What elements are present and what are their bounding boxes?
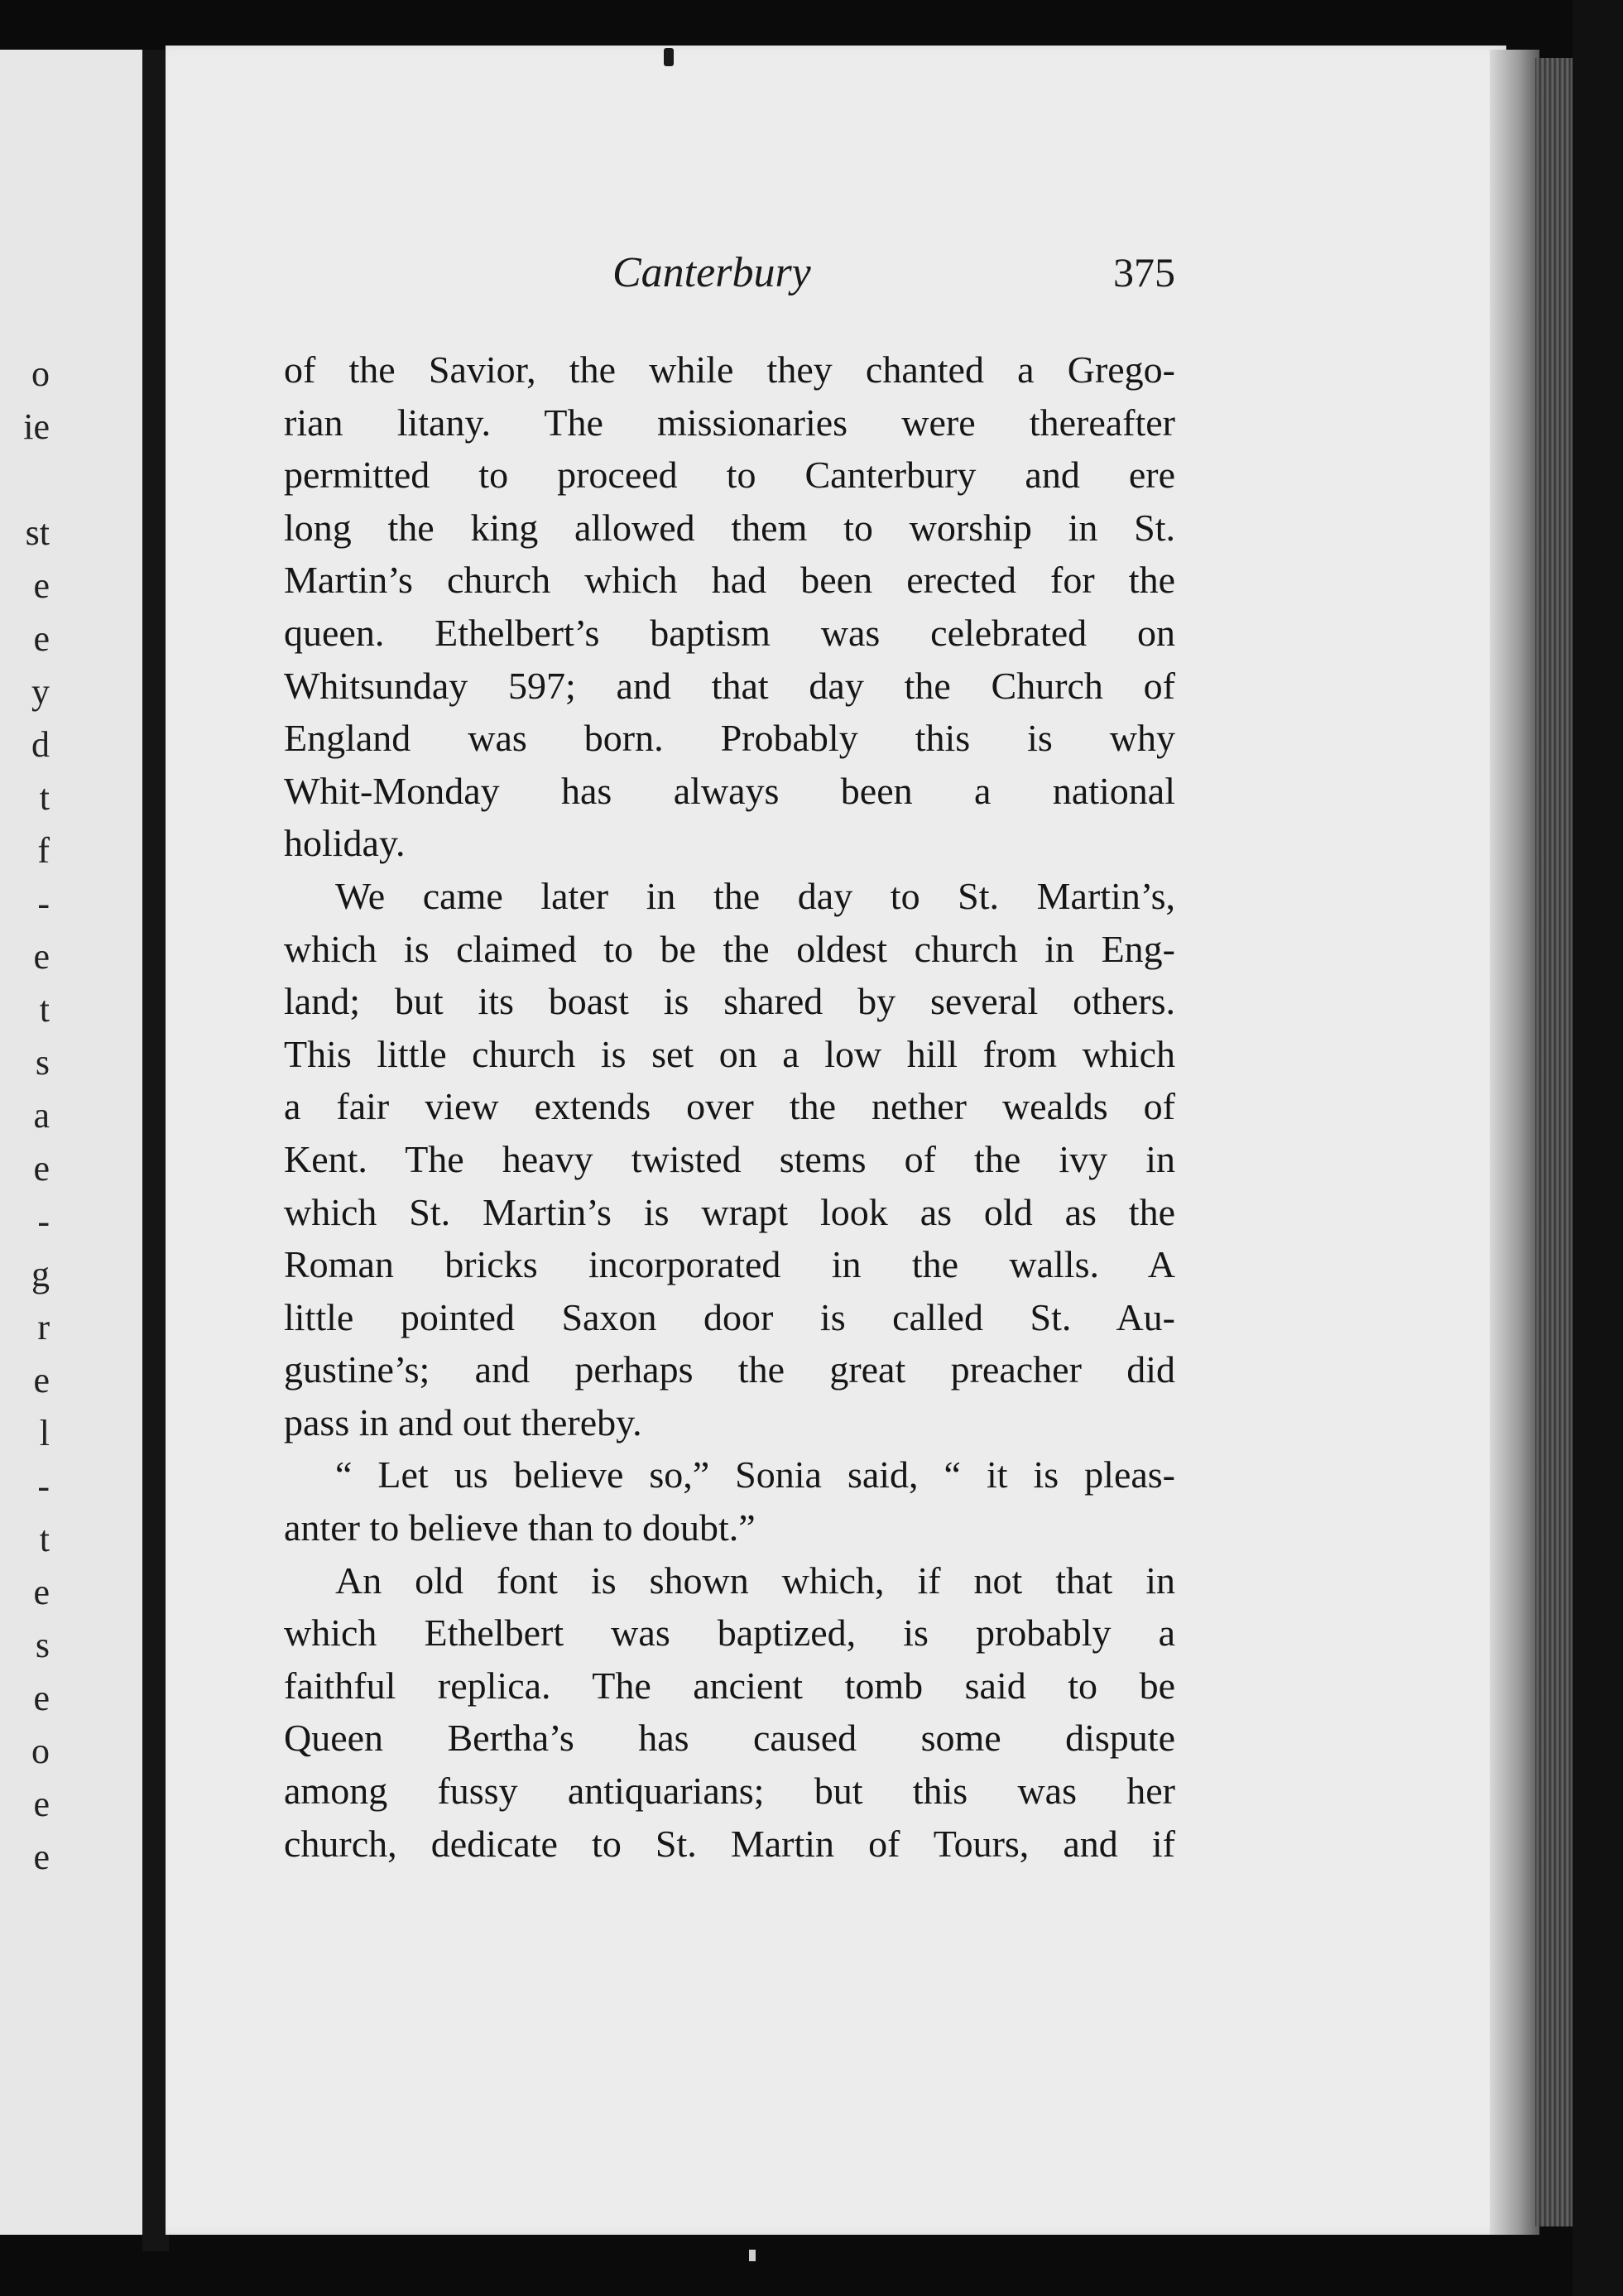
text-line: We came later in the day to St. Martin’s, [335, 874, 1175, 917]
facing-page-fragment: st [25, 512, 50, 553]
facing-page-fragment: ie [23, 406, 50, 447]
page-number: 375 [1113, 249, 1175, 295]
text-line: gustine’s; and perhaps the great preacher did [284, 1348, 1175, 1391]
text-line: long the king allowed them to worship in St. [284, 506, 1175, 549]
page-edges [1535, 58, 1573, 2226]
scan-speck [664, 48, 674, 66]
facing-page-fragment: d [31, 724, 50, 765]
facing-page-fragment: o [31, 353, 50, 394]
facing-page-fragment: - [37, 883, 50, 924]
text-line: among fussy antiquarians; but this was her [284, 1770, 1175, 1813]
facing-page-text-fragments [0, 348, 50, 1884]
facing-page-fragment: - [37, 1201, 50, 1242]
facing-page-fragment: t [39, 777, 50, 818]
text-line: permitted to proceed to Canterbury and ere [284, 454, 1175, 497]
facing-page-fragment: t [39, 989, 50, 1030]
facing-page-fragment: o [31, 1731, 50, 1771]
text-line: anter to believe than to doubt.” [284, 1506, 756, 1549]
facing-page-fragment: s [35, 1042, 50, 1083]
facing-page-fragment: f [37, 830, 50, 871]
text-line: Whit-Monday has always been a national [284, 769, 1175, 812]
facing-page-fragment: g [31, 1254, 50, 1295]
text-line: a fair view extends over the nether wealds of [284, 1085, 1175, 1128]
facing-page-fragment: s [35, 1625, 50, 1665]
text-line: Queen Bertha’s has caused some dispute [284, 1717, 1175, 1760]
facing-page-fragment: e [33, 1837, 50, 1877]
text-line: An old font is shown which, if not that in [335, 1559, 1175, 1602]
facing-page-fragment: e [33, 936, 50, 977]
facing-page-fragment: l [39, 1413, 50, 1453]
text-line: This little church is set on a low hill from which [284, 1032, 1175, 1075]
text-line: which is claimed to be the oldest church in Eng- [284, 927, 1175, 970]
facing-page-fragment: e [33, 1572, 50, 1612]
text-line: Kent. The heavy twisted stems of the ivy in [284, 1137, 1175, 1180]
facing-page-fragment: a [33, 1095, 50, 1136]
running-title: Canterbury [612, 249, 811, 296]
text-line: faithful replica. The ancient tomb said to be [284, 1664, 1175, 1707]
facing-page-fragment: e [33, 1784, 50, 1824]
page-header [612, 248, 1175, 315]
facing-page-fragment: e [33, 618, 50, 659]
facing-page-fragment [0, 454, 50, 507]
text-line: pass in and out thereby. [284, 1400, 642, 1443]
facing-page-fragment: y [31, 671, 50, 712]
text-line: England was born. Probably this is why [284, 717, 1175, 760]
text-line: holiday. [284, 822, 406, 865]
page-body-text [284, 343, 1175, 1870]
facing-page-fragment: e [33, 1360, 50, 1400]
text-line: queen. Ethelbert’s baptism was celebrated on [284, 611, 1175, 654]
facing-page-fragment: e [33, 1678, 50, 1718]
facing-page-fragment: r [37, 1307, 50, 1347]
text-line: little pointed Saxon door is called St. Au- [284, 1295, 1175, 1338]
facing-page-fragment: e [33, 565, 50, 606]
facing-page-fragment: - [37, 1466, 50, 1506]
facing-page-fragment: t [39, 1519, 50, 1559]
scan-background [1573, 0, 1623, 2296]
text-line: which St. Martin’s is wrapt look as old as the [284, 1190, 1175, 1233]
text-line: Whitsunday 597; and that day the Church of [284, 664, 1175, 707]
page-curl-shadow [1490, 50, 1539, 2235]
text-line: church, dedicate to St. Martin of Tours, and if [284, 1822, 1175, 1865]
text-line: “ Let us believe so,” Sonia said, “ it is pleas- [335, 1453, 1175, 1496]
text-line: land; but its boast is shared by several others. [284, 980, 1175, 1023]
text-line: Martin’s church which had been erected for the [284, 559, 1175, 602]
text-line: rian litany. The missionaries were thereafter [284, 401, 1175, 444]
text-line: Roman bricks incorporated in the walls. A [284, 1243, 1175, 1286]
text-line: which Ethelbert was baptized, is probably a [284, 1612, 1175, 1655]
facing-page-fragment: e [33, 1148, 50, 1189]
scan-speck [749, 2250, 756, 2261]
text-line: of the Savior, the while they chanted a Grego- [284, 348, 1175, 391]
